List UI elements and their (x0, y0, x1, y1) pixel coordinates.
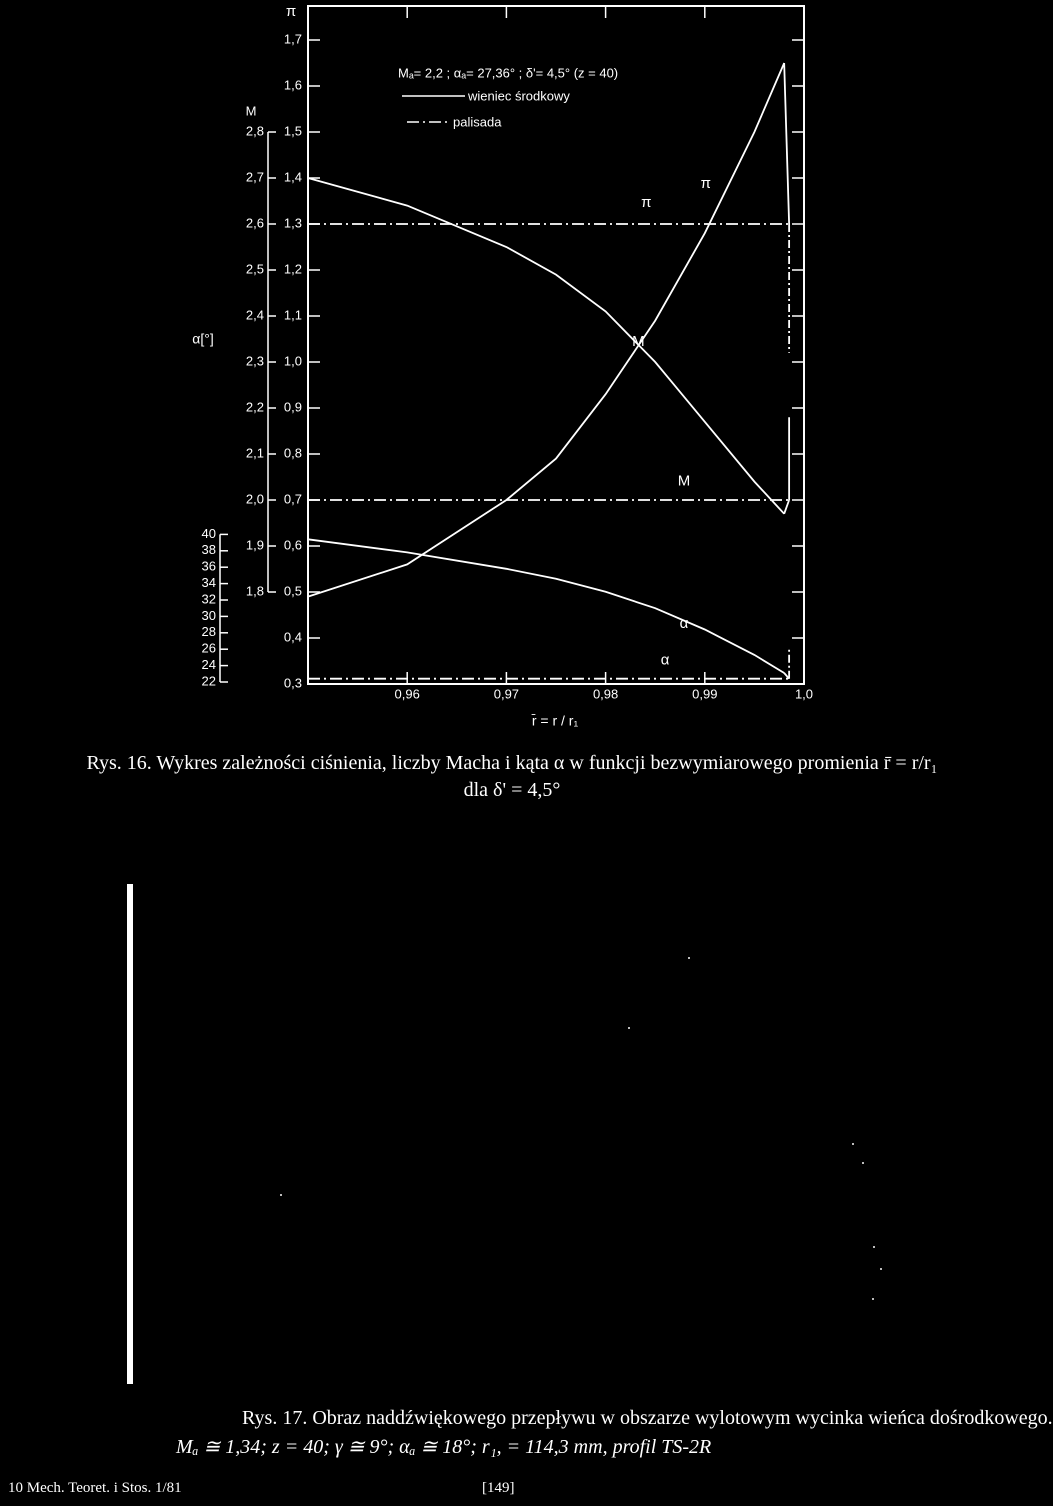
x-axis-label: r̄ = r / r₁ (531, 712, 579, 729)
pi-tick-label: 1,7 (283, 31, 302, 47)
curve-label: M (632, 332, 645, 350)
legend-solid-label: wieniec środkowy (468, 88, 570, 104)
alpha-tick-label: 40 (201, 525, 216, 541)
photo-speck (688, 957, 690, 959)
alpha-tick-label: 28 (201, 624, 216, 640)
alpha-tick-label: 34 (201, 575, 216, 591)
pi-axis-title: π (285, 2, 297, 20)
photo-speck (628, 1027, 630, 1029)
pi-tick-label: 1,6 (283, 77, 302, 93)
footer-page-number: [149] (482, 1480, 515, 1496)
pi-tick-label: 0,7 (283, 491, 302, 507)
pi-tick-label: 0,6 (283, 537, 302, 553)
photo-speck (872, 1298, 874, 1300)
alpha-tick-label: 30 (201, 607, 216, 623)
photo-speck (873, 1246, 875, 1248)
curve-label: M (677, 472, 691, 490)
mach-axis-title: M (245, 103, 257, 119)
pi-tick-label: 1,2 (283, 261, 302, 277)
mach-tick-label: 2,3 (245, 353, 264, 369)
mach-tick-label: 2,6 (245, 215, 264, 231)
curve-label: π (641, 193, 652, 211)
alpha-tick-label: 32 (201, 591, 216, 607)
photo-speck (862, 1162, 864, 1164)
photo-speck (852, 1143, 854, 1145)
figure-16-caption-line2: dla δ' = 4,5° (463, 779, 561, 801)
alpha-tick-label: 36 (201, 558, 216, 574)
pi-tick-label: 0,9 (283, 399, 302, 415)
pi-tick-label: 1,0 (283, 353, 302, 369)
photo-figure-17-edge (127, 884, 133, 1384)
pi-tick-label: 0,3 (283, 675, 302, 691)
figure-16-caption-line1: Rys. 16. Wykres zależności ciśnienia, liczby Macha i kąta α w funkcji bezwymiarowego promienia r̄ = r/r₁ (86, 752, 938, 774)
mach-tick-label: 2,8 (245, 123, 264, 139)
alpha-tick-label: 22 (201, 673, 216, 689)
x-tick-label: 0,99 (692, 686, 718, 702)
series-wieniec-line (308, 539, 784, 673)
figure-17-caption-line2: Mₐ ≅ 1,34; z = 40; γ ≅ 9°; αₐ ≅ 18°; r₁, = 114,3 mm, profil TS-2R (176, 1436, 712, 1458)
x-tick-label: 1,0 (794, 686, 814, 702)
pi-tick-label: 1,3 (283, 215, 302, 231)
mach-tick-label: 2,7 (245, 169, 264, 185)
footer-journal: 10 Mech. Teoret. i Stos. 1/81 (8, 1480, 182, 1496)
wieniec-edge (784, 500, 789, 514)
wieniec-edge (784, 63, 789, 224)
pi-tick-label: 1,5 (283, 123, 302, 139)
legend-params: Mₐ= 2,2 ; αₐ= 27,36° ; δ'= 4,5° (z = 40) (398, 65, 619, 81)
mach-tick-label: 1,9 (245, 537, 264, 553)
mach-tick-label: 2,1 (245, 445, 264, 461)
chart-figure (0, 0, 1024, 729)
alpha-tick-label: 26 (201, 640, 216, 656)
alpha-tick-label: 38 (201, 542, 216, 558)
plot-frame (308, 6, 804, 684)
alpha-tick-label: 24 (201, 657, 216, 673)
curve-label: α (679, 614, 689, 632)
curve-label: α (660, 651, 670, 669)
figure-17-caption-line1: Rys. 17. Obraz naddźwiękowego przepływu w obszarze wylotowym wycinka wieńca dośrodkowego. (242, 1407, 1053, 1429)
legend-dashdot-label: palisada (453, 114, 502, 130)
pi-tick-label: 1,4 (283, 169, 302, 185)
curve-label: π (700, 175, 712, 193)
mach-tick-label: 2,4 (245, 307, 264, 323)
photo-speck (880, 1268, 882, 1270)
series-wieniec-line (308, 63, 784, 597)
x-tick-label: 0,97 (493, 686, 520, 702)
pi-tick-label: 0,8 (283, 445, 302, 461)
mach-tick-label: 2,2 (245, 399, 264, 415)
alpha-axis-title: α[°] (192, 330, 214, 347)
mach-tick-label: 1,8 (245, 583, 264, 599)
series-wieniec-line (308, 178, 784, 514)
pi-tick-label: 0,4 (283, 629, 302, 645)
photo-speck (280, 1194, 282, 1196)
pi-tick-label: 0,5 (283, 583, 302, 599)
x-tick-label: 0,96 (394, 686, 420, 702)
mach-tick-label: 2,5 (245, 261, 264, 277)
mach-tick-label: 2,0 (245, 491, 264, 507)
x-tick-label: 0,98 (592, 686, 619, 702)
pi-tick-label: 1,1 (283, 307, 302, 323)
